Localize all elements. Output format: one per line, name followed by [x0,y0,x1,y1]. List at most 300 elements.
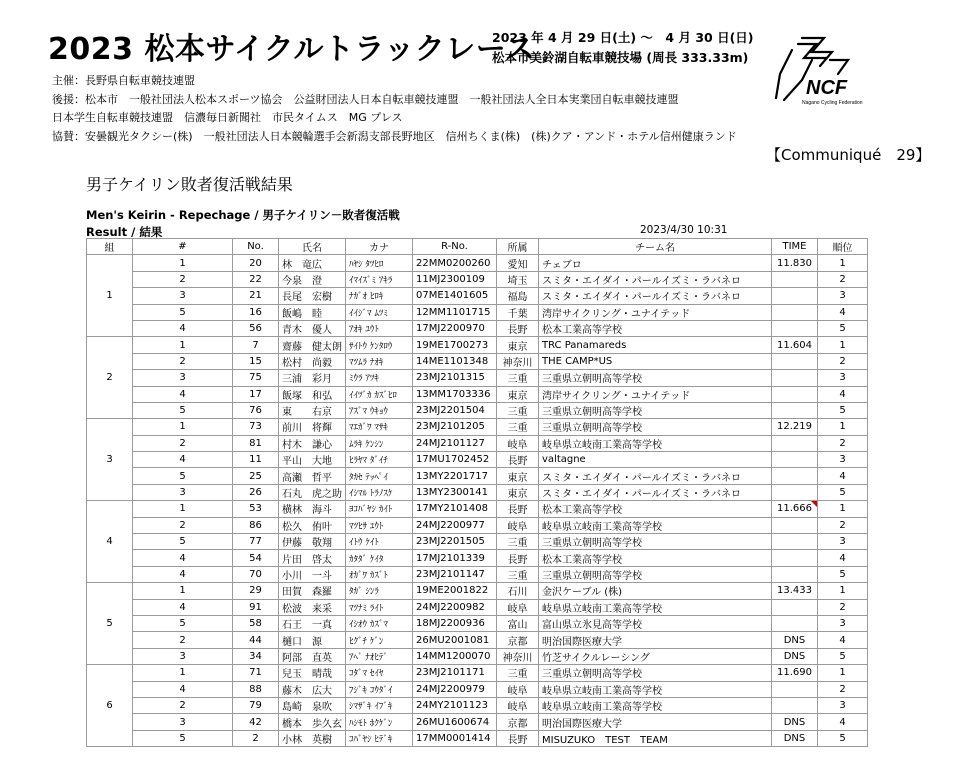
registration-number: 17MJ2200970 [413,320,497,336]
table-row [87,419,868,435]
rider-name: 青木 優人 [279,320,346,336]
rider-kana: ｱｽﾞﾏ ｳｷｮｳ [346,402,413,418]
bib-number: 15 [233,353,279,369]
bib-number: 81 [233,435,279,451]
table-row [87,714,868,730]
start-position: 5 [133,534,233,550]
table-row [87,320,868,336]
table-row [87,288,868,304]
time [772,320,818,336]
table-row [87,337,868,353]
start-position: 4 [133,681,233,697]
rider-kana: ｼﾏｻﾞｷ ｲﾌﾞｷ [346,697,413,713]
header-rank: 順位 [818,239,868,255]
registration-number: 17MY2101408 [413,501,497,517]
time [772,534,818,550]
ncf-logo [772,30,870,110]
registration-number: 13MY2201717 [413,468,497,484]
bib-number: 53 [233,501,279,517]
time [772,484,818,500]
registration-number: 17MM0001414 [413,730,497,746]
team-name: TRC Panamareds [539,337,772,353]
rider-kana: ﾖｺﾊﾞﾔｼ ｶｲﾄ [346,501,413,517]
rank: 3 [818,288,868,304]
prefecture: 三重 [497,665,539,681]
table-row [87,648,868,664]
header-kana: カナ [346,239,413,255]
rank: 2 [818,681,868,697]
start-position: 5 [133,304,233,320]
bib-number: 86 [233,517,279,533]
start-position: 5 [133,402,233,418]
registration-number: 19ME2001822 [413,583,497,599]
table-row [87,255,868,271]
prefecture: 神奈川 [497,353,539,369]
rank: 1 [818,337,868,353]
prefecture: 石川 [497,583,539,599]
prefecture: 長野 [497,730,539,746]
start-position: 3 [133,288,233,304]
table-row [87,370,868,386]
registration-number: 18MJ2200936 [413,615,497,631]
start-position: 1 [133,665,233,681]
rank: 2 [818,517,868,533]
ncf-logo-icon [772,30,870,110]
start-position: 2 [133,435,233,451]
start-position: 1 [133,419,233,435]
event-title: Men's Keirin - Repechage / 男子ケイリン－敗者復活戦 [86,208,400,222]
start-position: 1 [133,337,233,353]
team-name: 三重県立朝明高等学校 [539,534,772,550]
rank: 4 [818,386,868,402]
prefecture: 京都 [497,632,539,648]
table-row [87,484,868,500]
table-row [87,599,868,615]
start-position: 3 [133,714,233,730]
rider-name: 平山 大地 [279,452,346,468]
bib-number: 75 [233,370,279,386]
team-name: 明治国際医療大学 [539,714,772,730]
start-position: 5 [133,468,233,484]
start-position: 4 [133,386,233,402]
rider-kana: ｲｼﾏﾙ ﾄﾗﾉｽｹ [346,484,413,500]
team-name: 湾岸サイクリング・ユナイテッド [539,304,772,320]
header-name: 氏名 [279,239,346,255]
start-position: 2 [133,517,233,533]
prefecture: 埼玉 [497,271,539,287]
prefecture: 岐阜 [497,599,539,615]
event-date: 2023 年 4 月 29 日(土) ～ 4 月 30 日(日) [492,30,754,45]
time: 11.666 [772,501,818,517]
team-name: 三重県立朝明高等学校 [539,566,772,582]
rider-name: 伊藤 敬翔 [279,534,346,550]
team-name: 岐阜県立岐南工業高等学校 [539,599,772,615]
bib-number: 58 [233,615,279,631]
registration-number: 13MY2300141 [413,484,497,500]
rider-kana: ﾏﾂﾅﾐ ﾗｲﾄ [346,599,413,615]
communique-number: 【Communiqué 29】 [766,146,931,164]
start-position: 4 [133,452,233,468]
time: DNS [772,648,818,664]
registration-number: 23MJ2201504 [413,402,497,418]
result-label: Result / 結果 [86,225,163,239]
bib-number: 79 [233,697,279,713]
bib-number: 7 [233,337,279,353]
prefecture: 愛知 [497,255,539,271]
bib-number: 77 [233,534,279,550]
registration-number: 13MM1703336 [413,386,497,402]
event-venue: 松本市美鈴湖自転車競技場 (周長 333.33m) [492,50,749,65]
team-name: 湾岸サイクリング・ユナイテッド [539,386,772,402]
rank: 5 [818,566,868,582]
table-row [87,468,868,484]
group-number: 5 [87,583,133,665]
registration-number: 23MJ2101205 [413,419,497,435]
registration-number: 24MJ2200979 [413,681,497,697]
bib-number: 44 [233,632,279,648]
logo-subtext: Nagano Cycling Federation [802,100,863,106]
time [772,697,818,713]
table-row [87,517,868,533]
group-number: 2 [87,337,133,419]
registration-number: 19ME1700273 [413,337,497,353]
registration-number: 26MU1600674 [413,714,497,730]
rank: 2 [818,599,868,615]
rider-kana: ｲﾏｲｽﾞﾐ ｱｷﾗ [346,271,413,287]
start-position: 2 [133,632,233,648]
bib-number: 20 [233,255,279,271]
start-position: 4 [133,320,233,336]
team-name: 三重県立朝明高等学校 [539,370,772,386]
rider-kana: ﾋｸﾞﾁ ｹﾞﾝ [346,632,413,648]
rider-name: 兒玉 晴哉 [279,665,346,681]
table-row [87,402,868,418]
table-row [87,304,868,320]
table-row [87,615,868,631]
logo-text: NCF [806,77,848,99]
prefecture: 千葉 [497,304,539,320]
rider-name: 横林 海斗 [279,501,346,517]
start-position: 3 [133,648,233,664]
time [772,566,818,582]
rider-kana: ﾀｶﾞ ｼﾝﾗ [346,583,413,599]
bib-number: 54 [233,550,279,566]
team-name: スミタ・エイダイ・パールイズミ・ラバネロ [539,288,772,304]
start-position: 2 [133,697,233,713]
team-name: 岐阜県立岐南工業高等学校 [539,681,772,697]
time: DNS [772,632,818,648]
rider-name: 高瀬 哲平 [279,468,346,484]
bib-number: 76 [233,402,279,418]
bib-number: 70 [233,566,279,582]
rank: 4 [818,714,868,730]
team-name: 三重県立朝明高等学校 [539,665,772,681]
rider-kana: ﾋﾗﾔﾏ ﾀﾞｲﾁ [346,452,413,468]
prefecture: 長野 [497,452,539,468]
prefecture: 岐阜 [497,517,539,533]
table-row [87,353,868,369]
rider-kana: ｲｲﾂﾞｶ ｶｽﾞﾋﾛ [346,386,413,402]
team-name: valtagne [539,452,772,468]
rider-kana: ｻｲﾄｳ ｹﾝﾀﾛｳ [346,337,413,353]
time [772,288,818,304]
rider-kana: ﾀｶｾ ﾃｯﾍﾟｲ [346,468,413,484]
time [772,452,818,468]
bib-number: 73 [233,419,279,435]
start-position: 2 [133,353,233,369]
team-name: 三重県立朝明高等学校 [539,402,772,418]
time: 12.219 [772,419,818,435]
start-position: 4 [133,566,233,582]
rider-name: 石王 一真 [279,615,346,631]
rider-kana: ｵｶﾞﾜ ｶｽﾞﾄ [346,566,413,582]
rider-name: 藤木 広大 [279,681,346,697]
rider-kana: ｲｼｵｳ ｶｽﾞﾏ [346,615,413,631]
table-row [87,534,868,550]
prefecture: 岐阜 [497,435,539,451]
registration-number: 12MM1101715 [413,304,497,320]
prefecture: 長野 [497,501,539,517]
time: 11.604 [772,337,818,353]
prefecture: 三重 [497,534,539,550]
team-name: チェブロ [539,255,772,271]
rider-kana: ｶﾀﾀﾞ ｹｲﾀ [346,550,413,566]
rider-kana: ﾌｼﾞｷ ｺｳﾀﾞｲ [346,681,413,697]
prefecture: 長野 [497,320,539,336]
rider-name: 小川 一斗 [279,566,346,582]
time [772,386,818,402]
time [772,402,818,418]
rank: 2 [818,435,868,451]
time [772,353,818,369]
time: 11.690 [772,665,818,681]
team-name: 明治国際医療大学 [539,632,772,648]
rider-kana: ﾅｶﾞｵ ﾋﾛｷ [346,288,413,304]
start-position: 2 [133,271,233,287]
header-no: No. [233,239,279,255]
rider-name: 橋本 歩久玄 [279,714,346,730]
rank: 3 [818,370,868,386]
prefecture: 岐阜 [497,697,539,713]
start-position: 3 [133,370,233,386]
registration-number: 14MM1200070 [413,648,497,664]
team-name: スミタ・エイダイ・パールイズミ・ラバネロ [539,271,772,287]
team-name: 三重県立朝明高等学校 [539,419,772,435]
time: 13.433 [772,583,818,599]
rank: 5 [818,484,868,500]
organizer-line: 後援：松本市 一般社団法人松本スポーツ協会 公益財団法人日本自転車競技連盟 一般社団法人全日本実業団自転車競技連盟 [52,92,679,106]
table-row [87,271,868,287]
registration-number: 23MJ2101171 [413,665,497,681]
team-name: 松本工業高等学校 [539,501,772,517]
prefecture: 東京 [497,484,539,500]
time [772,468,818,484]
rank: 3 [818,534,868,550]
bib-number: 29 [233,583,279,599]
bib-number: 11 [233,452,279,468]
rider-name: 松波 来采 [279,599,346,615]
bib-number: 2 [233,730,279,746]
bib-number: 56 [233,320,279,336]
group-number: 6 [87,665,133,747]
start-position: 4 [133,550,233,566]
rank: 5 [818,402,868,418]
rider-kana: ﾏｴｶﾞﾜ ﾏｻｷ [346,419,413,435]
time: DNS [772,714,818,730]
rider-kana: ﾊｼﾓﾄ ﾎｸｹﾞﾝ [346,714,413,730]
rider-kana: ｱﾍﾞ ﾅｵﾋﾃﾞ [346,648,413,664]
prefecture: 三重 [497,566,539,582]
time [772,615,818,631]
rider-name: 松村 尚毅 [279,353,346,369]
table-row [87,550,868,566]
table-row [87,730,868,746]
results-table [86,238,868,747]
bib-number: 22 [233,271,279,287]
bib-number: 88 [233,681,279,697]
rank: 5 [818,730,868,746]
team-name: 岐阜県立岐南工業高等学校 [539,517,772,533]
rider-kana: ﾏﾂﾑﾗ ﾅｵｷ [346,353,413,369]
table-row [87,583,868,599]
time [772,304,818,320]
rank: 3 [818,452,868,468]
table-row [87,697,868,713]
rider-name: 阿部 直英 [279,648,346,664]
team-name: 金沢ケーブル (株) [539,583,772,599]
prefecture: 東京 [497,337,539,353]
rank: 4 [818,550,868,566]
registration-number: 22MM0200260 [413,255,497,271]
rider-kana: ﾊﾔｼ ﾀﾂﾋﾛ [346,255,413,271]
rank: 4 [818,304,868,320]
bib-number: 21 [233,288,279,304]
time: 11.830 [772,255,818,271]
rider-name: 東 右京 [279,402,346,418]
time [772,681,818,697]
table-header-row [87,239,868,255]
section-title: 男子ケイリン敗者復活戦結果 [86,175,293,194]
time [772,271,818,287]
time: DNS [772,730,818,746]
rider-name: 小林 英樹 [279,730,346,746]
organizer-line: 日本学生自転車競技連盟 信濃毎日新聞社 市民タイムス MG プレス [52,111,403,124]
bib-number: 91 [233,599,279,615]
registration-number: 23MJ2201505 [413,534,497,550]
prefecture: 三重 [497,419,539,435]
header-pref: 所属 [497,239,539,255]
registration-number: 23MJ2101147 [413,566,497,582]
rider-kana: ｲﾄｳ ｹｲﾄ [346,534,413,550]
rider-kana: ﾏﾂﾋｻ ﾕｳﾄ [346,517,413,533]
registration-number: 24MY2101123 [413,697,497,713]
rider-kana: ｱｵｷ ﾕｳﾄ [346,320,413,336]
registration-number: 26MU2001081 [413,632,497,648]
team-name: MISUZUKO TEST TEAM [539,730,772,746]
start-position: 4 [133,599,233,615]
prefecture: 東京 [497,468,539,484]
rider-kana: ｺﾊﾞﾔｼ ﾋﾃﾞｷ [346,730,413,746]
team-name: 岐阜県立岐南工業高等学校 [539,435,772,451]
rank: 1 [818,255,868,271]
team-name: スミタ・エイダイ・パールイズミ・ラバネロ [539,468,772,484]
rank: 1 [818,419,868,435]
start-position: 5 [133,730,233,746]
rider-kana: ﾐｳﾗ ｱﾂｷ [346,370,413,386]
rider-name: 松久 侑叶 [279,517,346,533]
rank: 2 [818,353,868,369]
header-rno: R-No. [413,239,497,255]
rider-name: 前川 将輝 [279,419,346,435]
table-row [87,566,868,582]
timestamp: 2023/4/30 10:31 [640,224,728,236]
organizer-line: 協賛：安曇観光タクシー(株) 一般社団法人日本競輪選手会新潟支部長野地区 信州ちくま(株) (株)クア・アンド・ホテル信州健康ランド [52,129,737,143]
rank: 3 [818,697,868,713]
table-row [87,386,868,402]
time [772,370,818,386]
organizers [52,72,737,146]
header-time: TIME [772,239,818,255]
rank: 1 [818,665,868,681]
rider-name: 飯嶋 睦 [279,304,346,320]
start-position: 3 [133,484,233,500]
team-name: 竹芝サイクルレーシング [539,648,772,664]
bib-number: 42 [233,714,279,730]
rank: 1 [818,501,868,517]
registration-number: 23MJ2101315 [413,370,497,386]
start-position: 1 [133,255,233,271]
registration-number: 17MU1702452 [413,452,497,468]
rider-name: 片田 啓太 [279,550,346,566]
header-group: 組 [87,239,133,255]
rank: 1 [818,583,868,599]
team-name: THE CAMP*US [539,353,772,369]
organizer-line: 主催：長野県自転車競技連盟 [52,74,195,87]
registration-number: 24MJ2200982 [413,599,497,615]
rank: 5 [818,320,868,336]
prefecture: 京都 [497,714,539,730]
rider-name: 齋藤 健太朗 [279,337,346,353]
rider-kana: ｲｲｼﾞﾏ ﾑﾂﾐ [346,304,413,320]
start-position: 1 [133,501,233,517]
rider-kana: ﾑﾗｷ ｹﾝｼﾝ [346,435,413,451]
bib-number: 26 [233,484,279,500]
rank: 5 [818,648,868,664]
bib-number: 17 [233,386,279,402]
prefecture: 福島 [497,288,539,304]
rider-kana: ｺﾀﾞﾏ ｾｲﾔ [346,665,413,681]
bib-number: 16 [233,304,279,320]
registration-number: 24MJ2101127 [413,435,497,451]
rider-name: 三浦 彩月 [279,370,346,386]
start-position: 1 [133,583,233,599]
start-position: 5 [133,615,233,631]
rank: 3 [818,615,868,631]
prefecture: 三重 [497,402,539,418]
rider-name: 飯塚 和弘 [279,386,346,402]
registration-number: 14ME1101348 [413,353,497,369]
group-number: 3 [87,419,133,501]
time [772,517,818,533]
rider-name: 林 竜広 [279,255,346,271]
team-name: 岐阜県立岐南工業高等学校 [539,697,772,713]
rank: 4 [818,632,868,648]
registration-number: 17MJ2101339 [413,550,497,566]
table-row [87,681,868,697]
rank: 4 [818,468,868,484]
header-team: チーム名 [539,239,772,255]
bib-number: 71 [233,665,279,681]
